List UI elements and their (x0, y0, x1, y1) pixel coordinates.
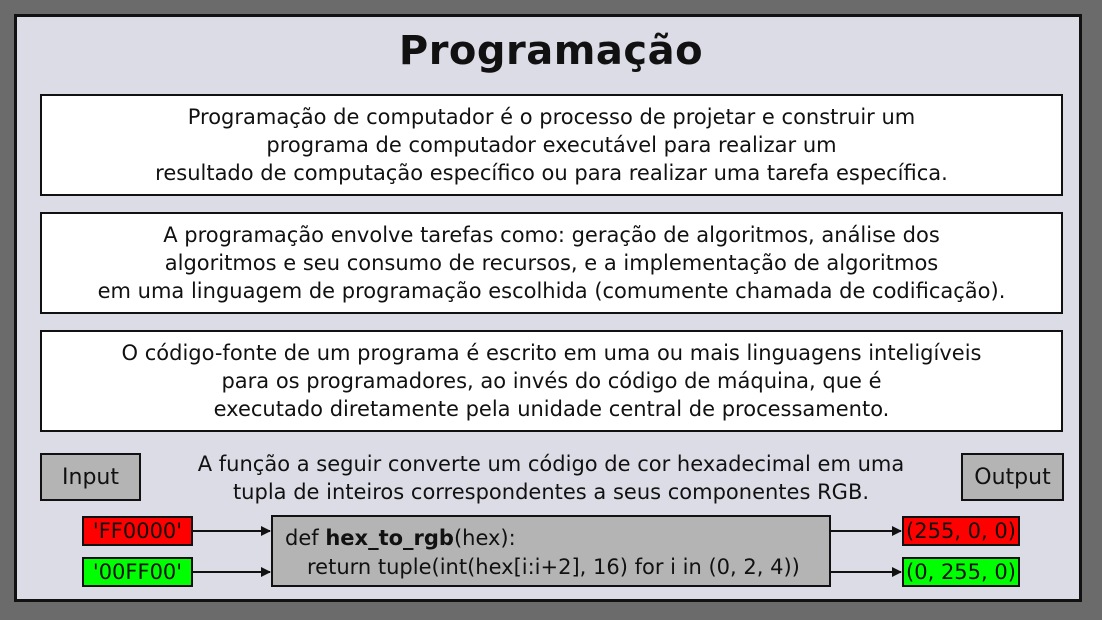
code-line-2: return tuple(int(hex[i:i+2], 16) for i in (0, 2, 4)) (307, 555, 800, 579)
function-description (150, 450, 952, 506)
paragraph-line: resultado de computação específico ou para realizar uma tarefa específica. (155, 161, 948, 185)
input-value-green: '00FF00' (82, 557, 193, 587)
paragraph-line: programa de computador executável para realizar um (266, 133, 837, 157)
paragraph-line: para os programadores, ao invés do código de máquina, que é (221, 369, 882, 393)
code-line-1 (285, 526, 516, 550)
def-keyword: def (285, 526, 326, 550)
paragraph-box-1 (40, 94, 1063, 196)
paragraph-line: Programação de computador é o processo de projetar e construir um (187, 105, 916, 129)
function-name: hex_to_rgb (325, 526, 454, 550)
output-value-green: (0, 255, 0) (902, 557, 1020, 587)
paragraph-box-3 (40, 330, 1063, 432)
paragraph-box-2 (40, 212, 1063, 314)
code-block (271, 515, 831, 587)
paragraph-line: executado diretamente pela unidade central de processamento. (213, 397, 890, 421)
page-title: Programação (398, 28, 704, 74)
paragraph-line: A programação envolve tarefas como: geração de algoritmos, análise dos (163, 223, 940, 247)
input-label: Input (40, 453, 141, 501)
input-value-red: 'FF0000' (82, 516, 193, 546)
description-line: tupla de inteiros correspondentes a seus componentes RGB. (232, 480, 870, 504)
paragraph-line: em uma linguagem de programação escolhida (comumente chamada de codificação). (97, 279, 1006, 303)
function-signature: (hex): (453, 526, 516, 550)
output-value-red: (255, 0, 0) (902, 516, 1020, 546)
description-line: A função a seguir converte um código de cor hexadecimal em uma (197, 452, 905, 476)
output-label: Output (961, 453, 1064, 501)
paragraph-line: algoritmos e seu consumo de recursos, e a implementação de algoritmos (164, 251, 939, 275)
paragraph-line: O código-fonte de um programa é escrito em uma ou mais linguagens inteligíveis (121, 341, 982, 365)
